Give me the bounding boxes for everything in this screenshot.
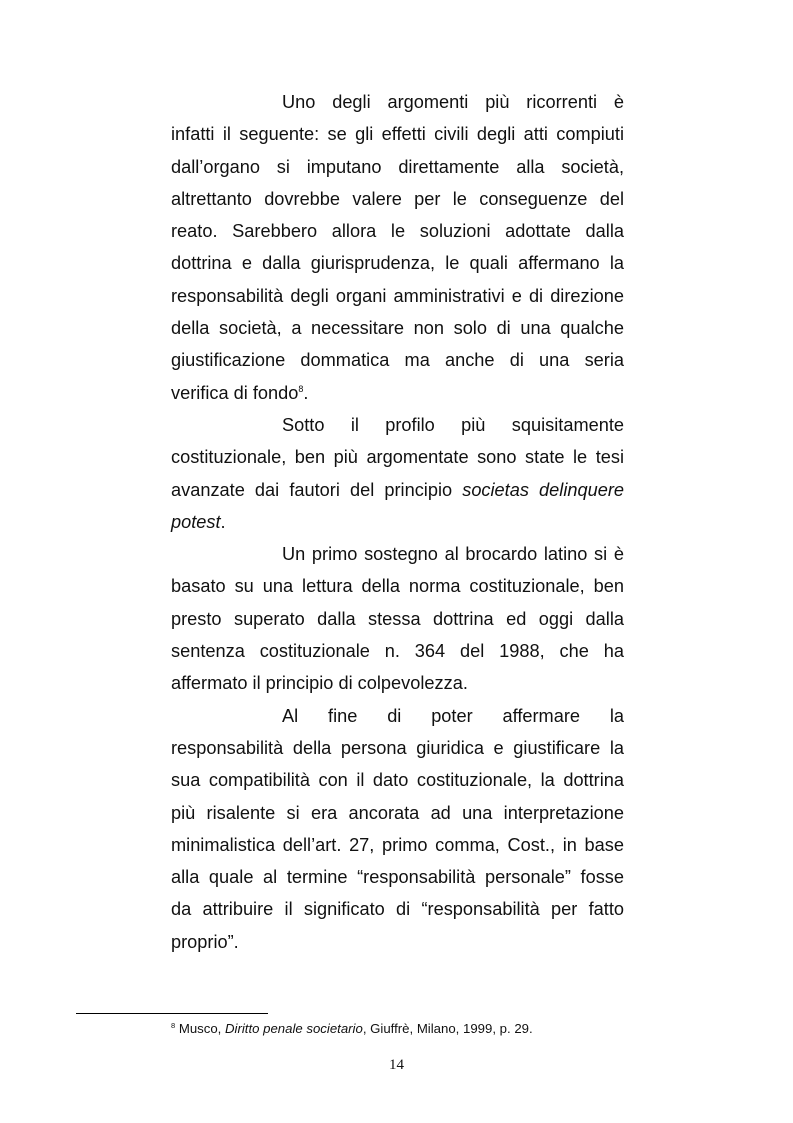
text-line: Un primo sostegno al brocardo latino si è	[282, 544, 624, 565]
text-line: più risalente si era ancorata ad una interpretazione	[171, 802, 624, 823]
text-fragment: .	[303, 382, 309, 403]
footnote-reference[interactable]: 8	[298, 383, 304, 394]
text-line: dottrina e dalla giurisprudenza, le quali affermano la	[171, 253, 624, 274]
text-line: infatti il seguente: se gli effetti civili degli atti compiuti	[171, 124, 624, 145]
text-fragment: avanzate dai fautori del principio	[171, 479, 463, 500]
footnote-publisher: , Giuffrè, Milano, 1999, p. 29.	[362, 1021, 533, 1036]
text-fragment: verifica di fondo	[171, 382, 299, 403]
paragraph-3	[171, 538, 624, 699]
footnote-separator	[76, 1013, 268, 1014]
text-line	[171, 474, 624, 506]
paragraph-4	[171, 700, 624, 958]
text-line: reato. Sarebbero allora le soluzioni adottate dalla	[171, 221, 624, 242]
text-line: basato su una lettura della norma costituzionale, ben	[171, 576, 624, 597]
footnote-number: 8	[171, 1021, 176, 1030]
body-text	[171, 86, 624, 958]
footnote-author: Musco,	[178, 1021, 226, 1036]
text-line: Al fine di poter affermare la	[282, 705, 624, 726]
text-line: Sotto il profilo più squisitamente	[282, 414, 624, 435]
text-line: responsabilità della persona giuridica e giustificare la	[171, 737, 624, 758]
text-line: dall’organo si imputano direttamente alla società,	[171, 156, 624, 177]
text-line: da attribuire il significato di “responsabilità per fatto	[171, 899, 624, 920]
text-line: sua compatibilità con il dato costituzionale, la dottrina	[171, 770, 624, 791]
text-line: della società, a necessitare non solo di una qualche	[171, 318, 624, 339]
text-line: responsabilità degli organi amministrativi e di direzione	[171, 285, 624, 306]
latin-phrase: potest	[171, 511, 221, 532]
page-number: 14	[389, 1057, 404, 1073]
text-line: minimalistica dell’art. 27, primo comma, Cost., in base	[171, 834, 624, 855]
text-line: affermato il principio di colpevolezza.	[171, 673, 468, 694]
text-fragment: .	[220, 511, 226, 532]
text-line: giustificazione dommatica ma anche di una seria	[171, 350, 624, 371]
text-line	[171, 506, 624, 538]
text-line: presto superato dalla stessa dottrina ed oggi dalla	[171, 608, 624, 629]
footnote	[171, 1021, 533, 1036]
text-line: sentenza costituzionale n. 364 del 1988, che ha	[171, 641, 624, 662]
footnote-title: Diritto penale societario	[225, 1021, 363, 1036]
text-line: alla quale al termine “responsabilità personale” fosse	[171, 867, 624, 888]
text-line: altrettanto dovrebbe valere per le conseguenze del	[171, 188, 624, 209]
latin-phrase: societas delinquere	[462, 479, 624, 500]
paragraph-1	[171, 86, 624, 409]
text-line: proprio”.	[171, 931, 239, 952]
text-line	[171, 377, 624, 409]
paragraph-2	[171, 409, 624, 538]
text-line: Uno degli argomenti più ricorrenti è	[282, 92, 624, 112]
text-line: costituzionale, ben più argomentate sono state le tesi	[171, 447, 624, 468]
